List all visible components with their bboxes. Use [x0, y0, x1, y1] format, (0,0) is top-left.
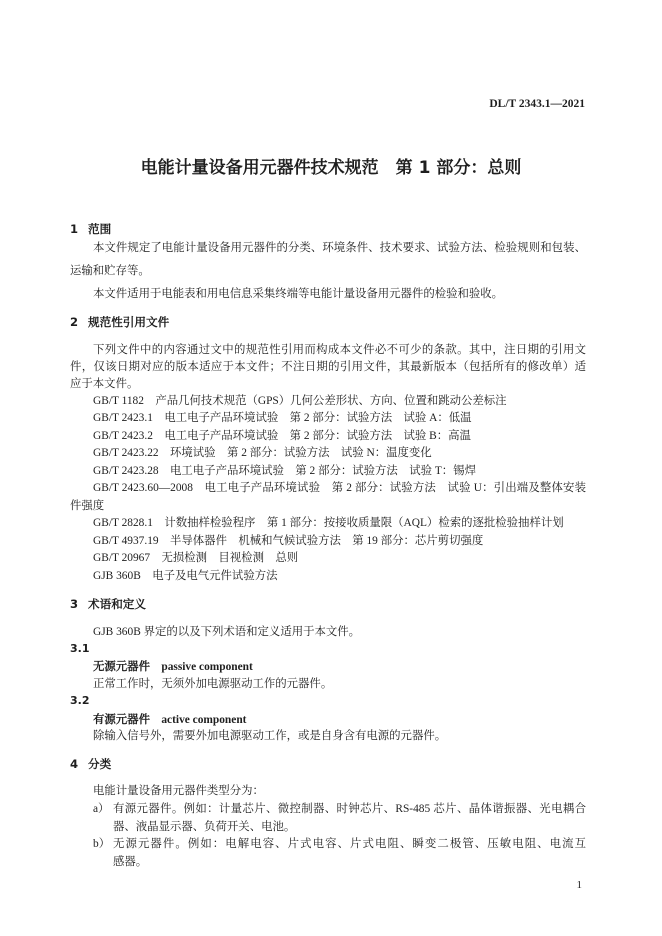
reference-title: 无损检测 目视检测 总则 — [161, 552, 299, 564]
paragraph-line: GJB 360B 界定的以及下列术语和定义适用于本文件。 — [93, 626, 361, 638]
paragraph-line: 本文件适用于电能表和用电信息采集终端等电能计量设备用元器件的检验和验收。 — [93, 288, 504, 300]
reference-code: GB/T 2423.28 — [93, 465, 159, 477]
section-number: 3 — [70, 597, 79, 611]
title-main: 电能计量设备用元器件技术规范 — [140, 158, 379, 178]
term-definition: 除输入信号外，需要外加电源驱动工作，或是自身含有电源的元器件。 — [93, 730, 447, 742]
reference-title: 产品几何技术规范（GPS）几何公差形状、方向、位置和跳动公差标注 — [155, 395, 507, 407]
section-title: 分类 — [88, 757, 112, 771]
reference-title: 电工电子产品环境试验 第 2 部分：试验方法 试验 T：锡焊 — [170, 465, 476, 477]
section-2-heading — [70, 314, 169, 330]
list-item-line: 器、液晶显示器、负荷开关、电池。 — [113, 821, 296, 833]
document-title — [0, 157, 662, 179]
reference-code: GB/T 2423.22 — [93, 447, 159, 459]
reference-title: 电子及电气元件试验方法 — [152, 570, 278, 582]
term-entry — [93, 658, 253, 674]
reference-code: GB/T 4937.19 — [93, 535, 159, 547]
paragraph-line: 件，仅该日期对应的版本适应于本文件；不注日期的引用文件，其最新版本（包括所有的修改单）适 — [70, 361, 586, 373]
term-definition: 正常工作时，无须外加电源驱动工作的元器件。 — [93, 678, 333, 690]
paragraph-line: 电能计量设备用元器件类型分为： — [93, 785, 264, 797]
reference-entry — [93, 480, 586, 496]
reference-entry — [93, 515, 564, 531]
page-number: 1 — [576, 879, 582, 891]
list-item-line: 无源元器件。例如：电解电容、片式电容、片式电阻、瞬变二极管、压敏电阻、电流互 — [113, 838, 586, 850]
paragraph-line: 本文件规定了电能计量设备用元器件的分类、环境条件、技术要求、试验方法、检验规则和包装、 — [93, 242, 586, 254]
reference-code: GB/T 1182 — [93, 395, 144, 407]
standard-number-header: DL/T 2343.1—2021 — [489, 98, 585, 110]
reference-entry — [93, 463, 476, 479]
section-title: 范围 — [88, 222, 112, 236]
section-number: 2 — [70, 315, 79, 329]
reference-code: GB/T 2423.60—2008 — [93, 482, 193, 494]
reference-entry — [93, 568, 278, 584]
reference-title-continuation: 件强度 — [70, 500, 105, 512]
reference-title: 半导体器件 机械和气候试验方法 第 19 部分：芯片剪切强度 — [170, 535, 484, 547]
reference-entry — [93, 533, 483, 549]
list-item-label: a） — [93, 803, 110, 815]
section-3-heading — [70, 596, 146, 612]
paragraph-line: 下列文件中的内容通过文中的规范性引用而构成本文件必不可少的条款。其中，注日期的引用文 — [93, 344, 586, 356]
section-title: 规范性引用文件 — [88, 315, 170, 329]
section-4-heading — [70, 756, 111, 772]
paragraph-line: 应于本文件。 — [70, 378, 139, 390]
reference-title: 电工电子产品环境试验 第 2 部分：试验方法 试验 B：高温 — [164, 430, 471, 442]
reference-entry — [93, 445, 432, 461]
reference-code: GB/T 2423.2 — [93, 430, 153, 442]
reference-entry — [93, 428, 471, 444]
term-english: active component — [161, 714, 247, 726]
reference-code: GB/T 2423.1 — [93, 412, 153, 424]
reference-entry — [93, 410, 472, 426]
title-part: 第 1 部分：总则 — [395, 158, 522, 178]
reference-code: GB/T 20967 — [93, 552, 151, 564]
term-entry — [93, 711, 246, 727]
reference-title: 电工电子产品环境试验 第 2 部分：试验方法 试验 U：引出端及整体安装 — [204, 482, 586, 494]
term-number: 3.2 — [70, 694, 90, 707]
reference-title: 计数抽样检验程序 第 1 部分：按接收质量限（AQL）检索的逐批检验抽样计划 — [164, 517, 564, 529]
section-number: 4 — [70, 757, 79, 771]
term-english: passive component — [161, 661, 253, 673]
list-item-line: 有源元器件。例如：计量芯片、微控制器、时钟芯片、RS-485 芯片、晶体谐振器、光电耦合 — [113, 803, 586, 815]
reference-code: GB/T 2828.1 — [93, 517, 153, 529]
term-chinese: 有源元器件 — [93, 712, 150, 726]
reference-title: 环境试验 第 2 部分：试验方法 试验 N：温度变化 — [170, 447, 432, 459]
term-number: 3.1 — [70, 642, 90, 655]
term-chinese: 无源元器件 — [93, 659, 150, 673]
paragraph-line: 运输和贮存等。 — [70, 265, 150, 277]
reference-entry — [93, 550, 298, 566]
reference-entry — [93, 393, 507, 409]
section-1-heading — [70, 221, 111, 237]
reference-title: 电工电子产品环境试验 第 2 部分：试验方法 试验 A：低温 — [164, 412, 472, 424]
reference-code: GJB 360B — [93, 570, 141, 582]
section-number: 1 — [70, 222, 79, 236]
list-item-line: 感器。 — [113, 856, 148, 868]
section-title: 术语和定义 — [88, 597, 146, 611]
list-item-label: b） — [93, 838, 111, 850]
